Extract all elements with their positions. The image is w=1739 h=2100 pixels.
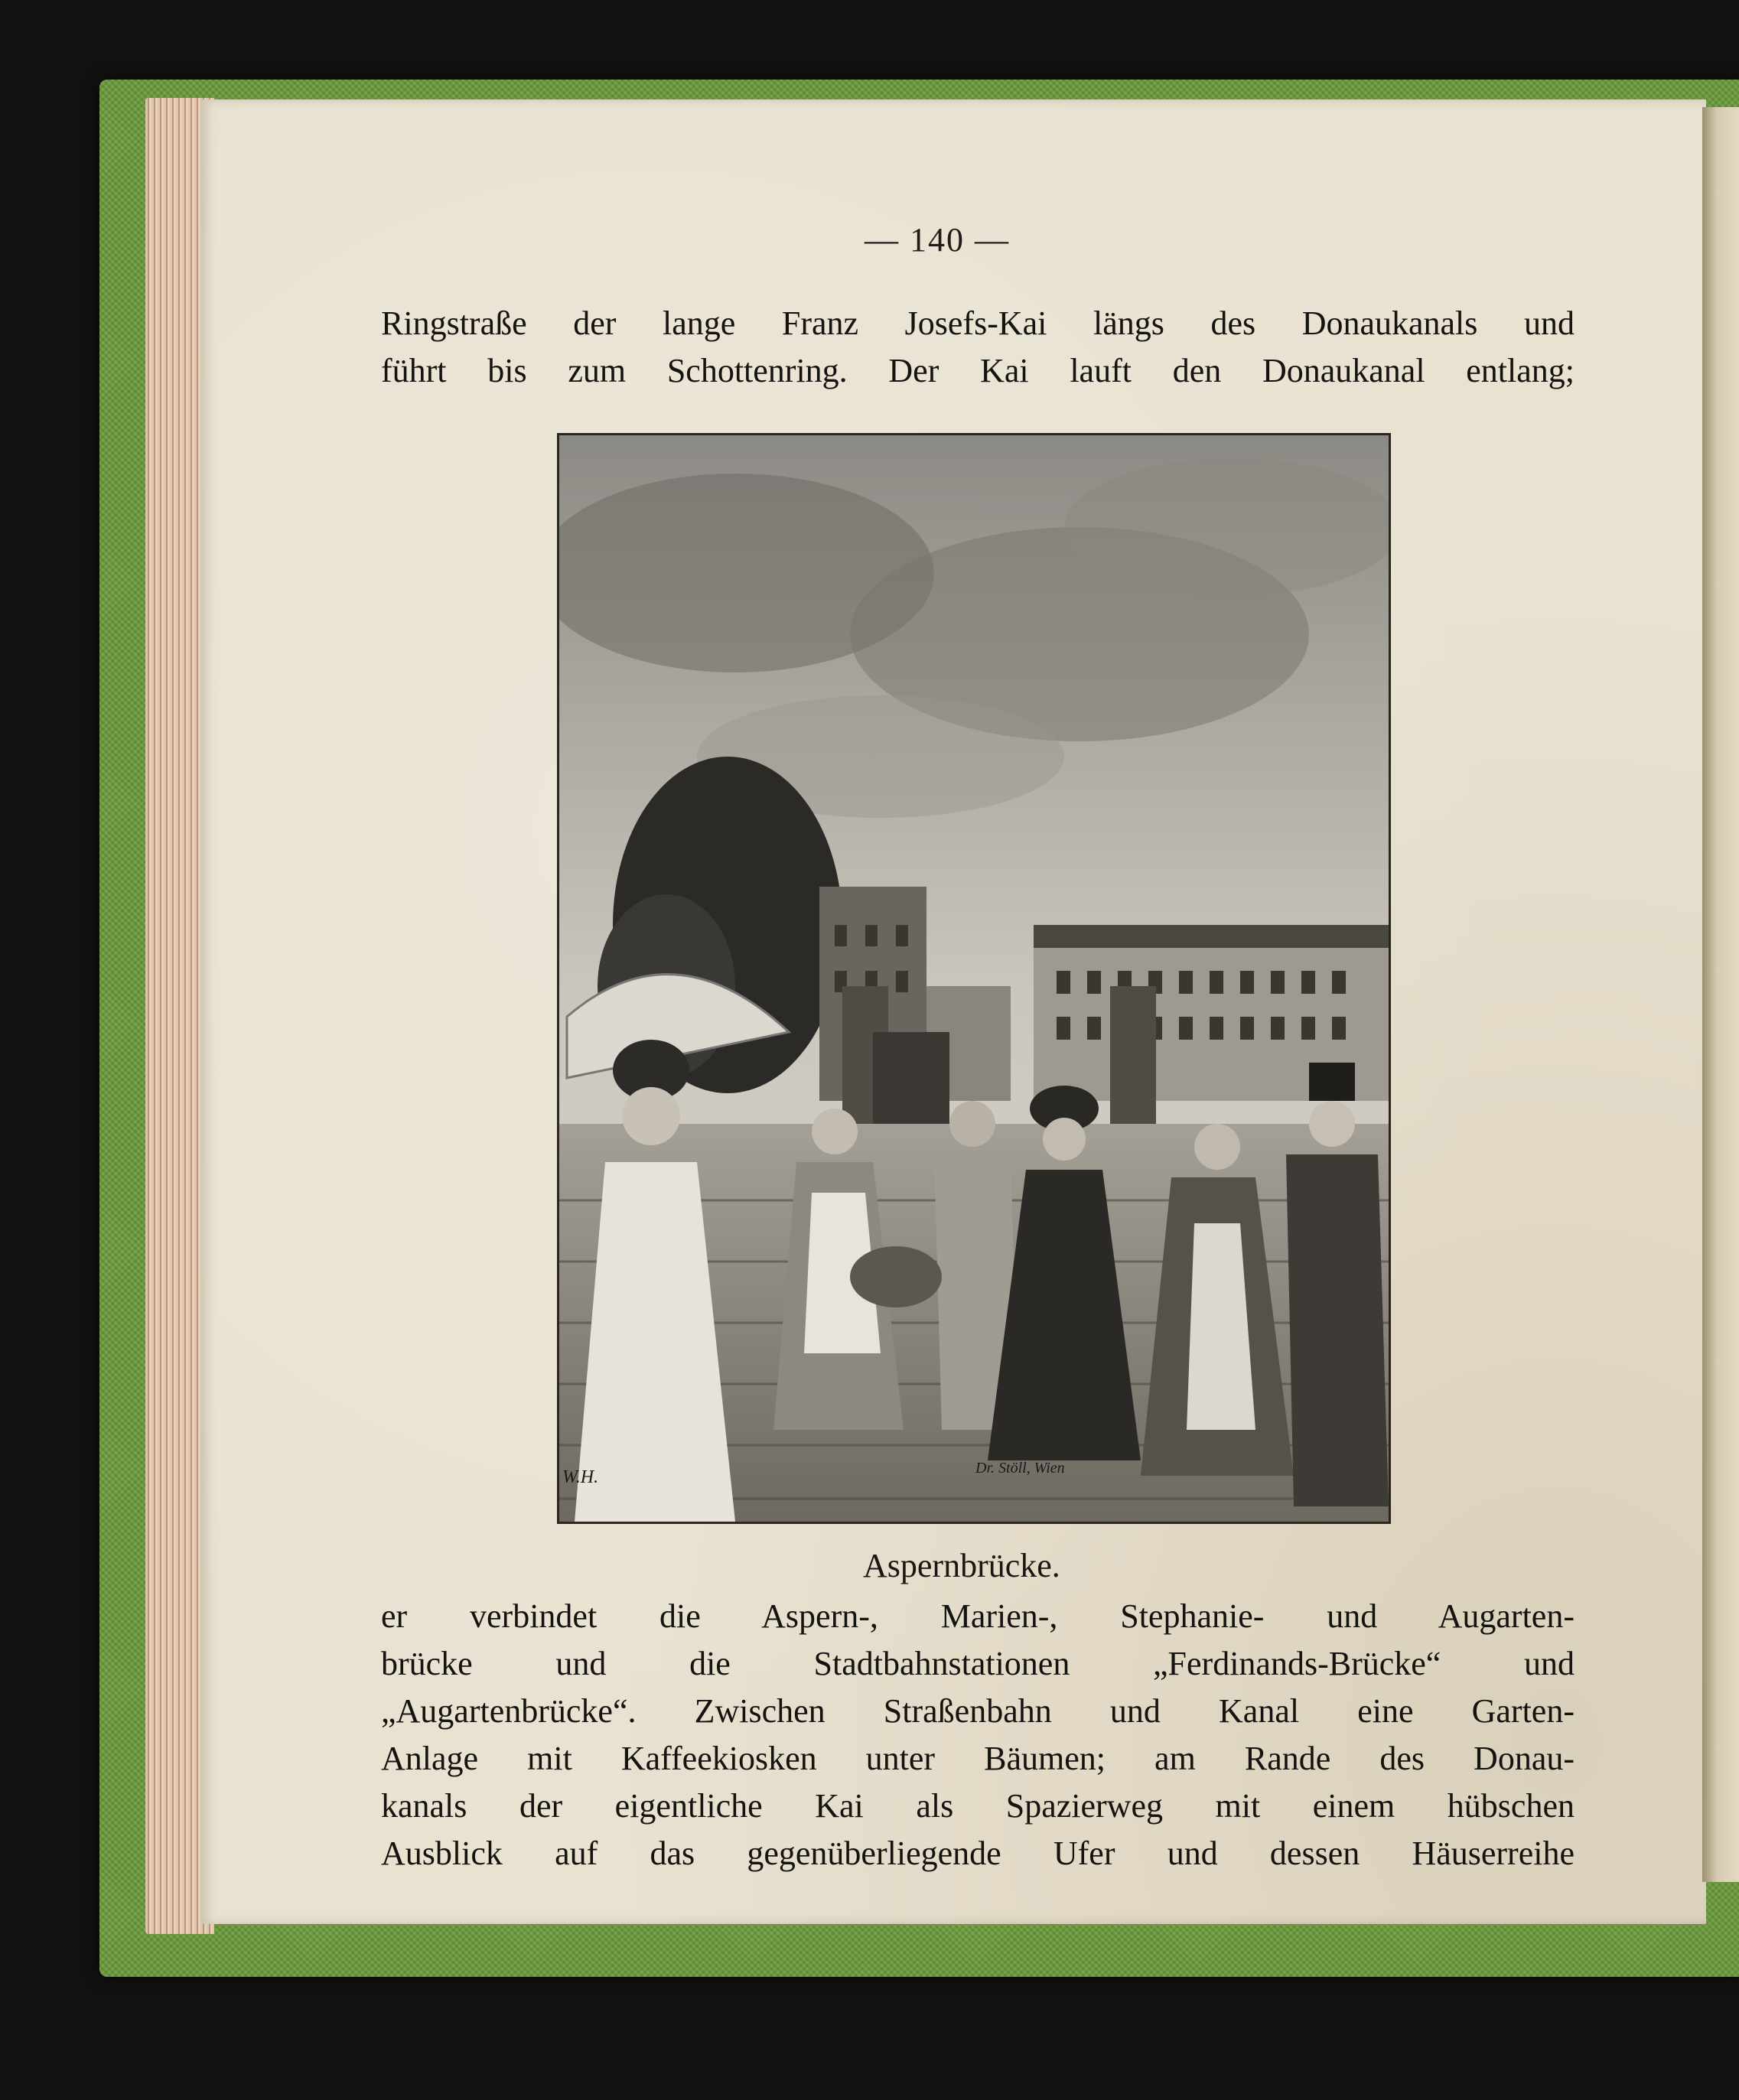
text-block-top bbox=[381, 300, 1575, 395]
tram bbox=[873, 1032, 949, 1124]
facing-page-edge bbox=[1702, 107, 1739, 1882]
cloud bbox=[1064, 458, 1389, 596]
text-line: kanals der eigentliche Kai als Spazierweg mit einem hübschen bbox=[381, 1787, 1575, 1825]
figure-caption: Aspernbrücke. bbox=[863, 1547, 1060, 1584]
text-block-bottom bbox=[381, 1593, 1575, 1877]
plate-monogram: W.H. bbox=[562, 1467, 599, 1487]
text-line: Anlage mit Kaffeekiosken unter Bäumen; am Rande des Donau- bbox=[381, 1740, 1575, 1777]
statue-pillar bbox=[1110, 986, 1156, 1147]
text-line: Ausblick auf das gegenüberliegende Ufer und dessen Häuserreihe bbox=[381, 1835, 1575, 1872]
page-number: — 140 — bbox=[865, 221, 1010, 259]
text-line: führt bis zum Schottenring. Der Kai lauft den Donaukanal entlang; bbox=[381, 352, 1575, 389]
plate-signature: Dr. Stöll, Wien bbox=[975, 1460, 1065, 1477]
photo-plate-aspernbruecke bbox=[557, 433, 1391, 1524]
text-line: brücke und die Stadtbahnstationen „Ferdinands-Brücke“ und bbox=[381, 1645, 1575, 1682]
text-line: er verbindet die Aspern-, Marien-, Stephanie- und Augarten- bbox=[381, 1597, 1575, 1635]
text-line: „Augartenbrücke“. Zwischen Straßenbahn und Kanal eine Garten- bbox=[381, 1692, 1575, 1730]
photo-illustration bbox=[559, 435, 1389, 1522]
roof bbox=[1034, 925, 1389, 948]
text-line: Ringstraße der lange Franz Josefs-Kai längs des Donaukanals und bbox=[381, 304, 1575, 342]
